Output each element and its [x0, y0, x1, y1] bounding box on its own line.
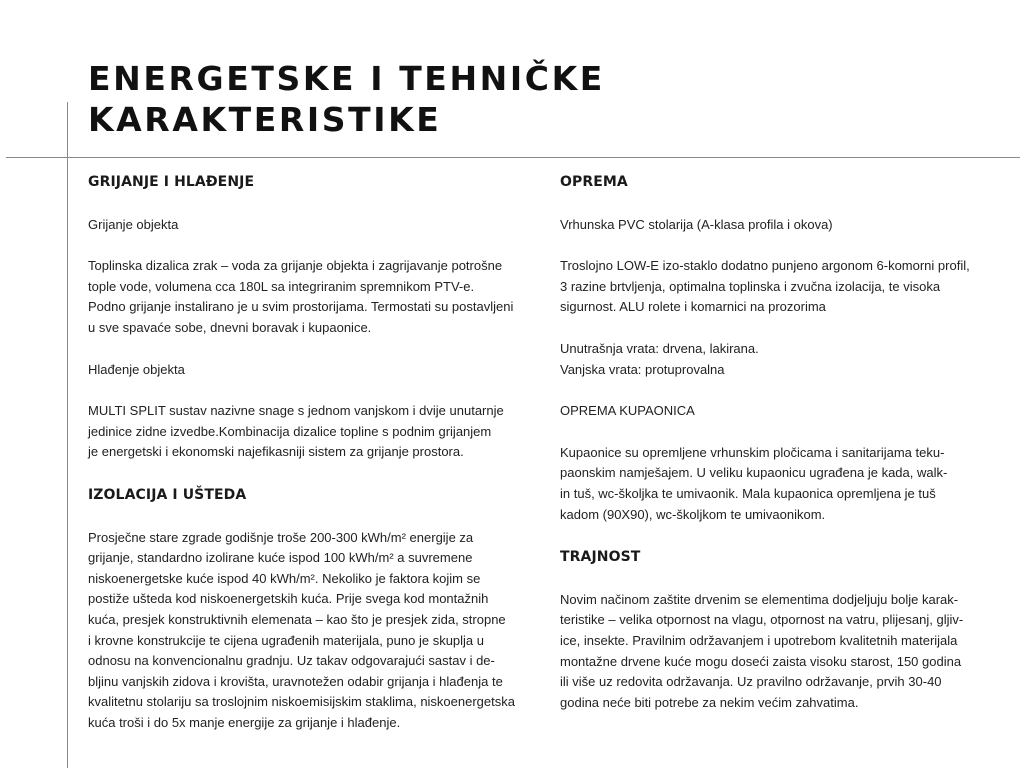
text-line: paonskim namješajem. U veliku kupaonicu ugrađena je kada, walk- — [560, 465, 948, 481]
text-line: i krovne konstrukcije te cijena ugrađenih materijala, puno je skuplja u — [88, 632, 484, 648]
insulation-paragraph — [88, 528, 550, 734]
equipment-paragraph-2 — [560, 256, 1008, 318]
text-line: 3 razine brtvljenja, optimalna toplinska i zvučna izolacija, te visoka — [560, 278, 941, 294]
right-column — [560, 172, 1008, 713]
text-line: postiže ušteda kod niskoenergetskih kuća. Prije svega kod montažnih — [88, 591, 489, 607]
text-line: tople vode, volumena cca 180L sa integriranim spremnikom PTV-e. — [88, 278, 475, 294]
text-line: Podno grijanje instalirano je u svim prostorijama. Termostati su postavljeni — [88, 299, 514, 315]
text-line: montažne drvene kuće mogu doseći zaista visoku starost, 150 godina — [560, 653, 962, 669]
text-line: kuća, presjek konstruktivnih elemenata – kao što je presjek zida, stropne — [88, 611, 506, 627]
heading-durability: TRAJNOST — [560, 549, 641, 566]
page-title — [88, 58, 605, 140]
text-line: in tuš, wc-školjka te umivaonik. Mala kupaonica opremljena je tuš — [560, 485, 936, 501]
horizontal-divider — [6, 157, 1020, 158]
text-line: kvalitetnu stolariju sa troslojnim niskoemisijskim staklima, niskoenergetska — [88, 694, 515, 710]
text-line: niskoenergetske kuće ispod 40 kWh/m². Nekoliko je faktora kojim se — [88, 570, 481, 586]
bathroom-paragraph — [560, 443, 1008, 525]
equipment-paragraph-3 — [560, 339, 1008, 380]
text-line: Novim načinom zaštite drvenim se elementima dodjeljuju bolje karak- — [560, 591, 959, 607]
text-line: MULTI SPLIT sustav nazivne snage s jednom vanjskom i dvije unutarnje — [88, 403, 504, 419]
text-line: u sve spavaće sobe, dnevni boravak i kupaonice. — [88, 319, 372, 335]
cooling-label: Hlađenje objekta — [88, 361, 185, 377]
text-line: kadom (90X90), wc-školjkom te umivaonikom. — [560, 506, 826, 522]
text-line: teristike – velika otpornost na vlagu, otpornost na vatru, plijesanj, gljiv- — [560, 612, 964, 628]
text-line: Unutrašnja vrata: drvena, lakirana. — [560, 340, 759, 356]
heating-label: Grijanje objekta — [88, 216, 179, 232]
text-line: Toplinska dizalica zrak – voda za grijanje objekta i zagrijavanje potrošne — [88, 258, 503, 274]
text-line: godina neće biti potrebe za nekim većim zahvatima. — [560, 694, 859, 710]
bathroom-equipment-label: OPREMA KUPAONICA — [560, 403, 695, 419]
heading-equipment: OPREMA — [560, 174, 628, 190]
heading-insulation-savings: IZOLACIJA I UŠTEDA — [88, 486, 247, 503]
text-line: ili više uz redovita održavanja. Uz pravilno održavanje, prvih 30-40 — [560, 674, 942, 690]
heading-heating-cooling: GRIJANJE I HLAĐENJE — [88, 174, 255, 190]
heating-paragraph — [88, 256, 550, 338]
durability-paragraph — [560, 590, 1008, 714]
text-line: ice, insekte. Pravilnim održavanjem i upotrebom kvalitetnih materijala — [560, 632, 958, 648]
text-line: Prosječne stare zgrade godišnje troše 200-300 kWh/m² energije za — [88, 529, 474, 545]
equipment-paragraph-1 — [560, 215, 1008, 236]
vertical-divider — [67, 102, 68, 768]
text-line: Vanjska vrata: protuprovalna — [560, 361, 725, 377]
text-line: jedinice zidne izvedbe.Kombinacija dizalice topline s podnim grijanjem — [88, 423, 492, 439]
page-title-line-1: ENERGETSKE I TEHNIČKE — [88, 59, 605, 98]
text-line: Vrhunska PVC stolarija (A-klasa profila i okova) — [560, 216, 833, 232]
text-line: je energetski i ekonomski najefikasniji sistem za grijanje prostora. — [88, 444, 464, 460]
page-title-line-2: KARAKTERISTIKE — [88, 100, 442, 139]
text-line: Troslojno LOW-E izo-staklo dodatno punjeno argonom 6-komorni profil, — [560, 258, 970, 274]
cooling-paragraph — [88, 401, 550, 463]
text-line: sigurnost. ALU rolete i komarnici na prozorima — [560, 299, 826, 315]
text-line: kuća troši i do 5x manje energije za grijanje i hlađenje. — [88, 714, 401, 730]
text-line: Kupaonice su opremljene vrhunskim pločicama i sanitarijama teku- — [560, 444, 945, 460]
text-line: grijanje, standardno izolirane kuće ispod 100 kWh/m² a suvremene — [88, 550, 473, 566]
left-column — [88, 172, 550, 733]
text-line: bljinu vanjskih zidova i krovišta, uravnotežen odabir grijanja i hlađenja te — [88, 673, 503, 689]
text-line: odnosu na konvencionalnu gradnju. Uz takav odgovarajući sastav i de- — [88, 653, 495, 669]
